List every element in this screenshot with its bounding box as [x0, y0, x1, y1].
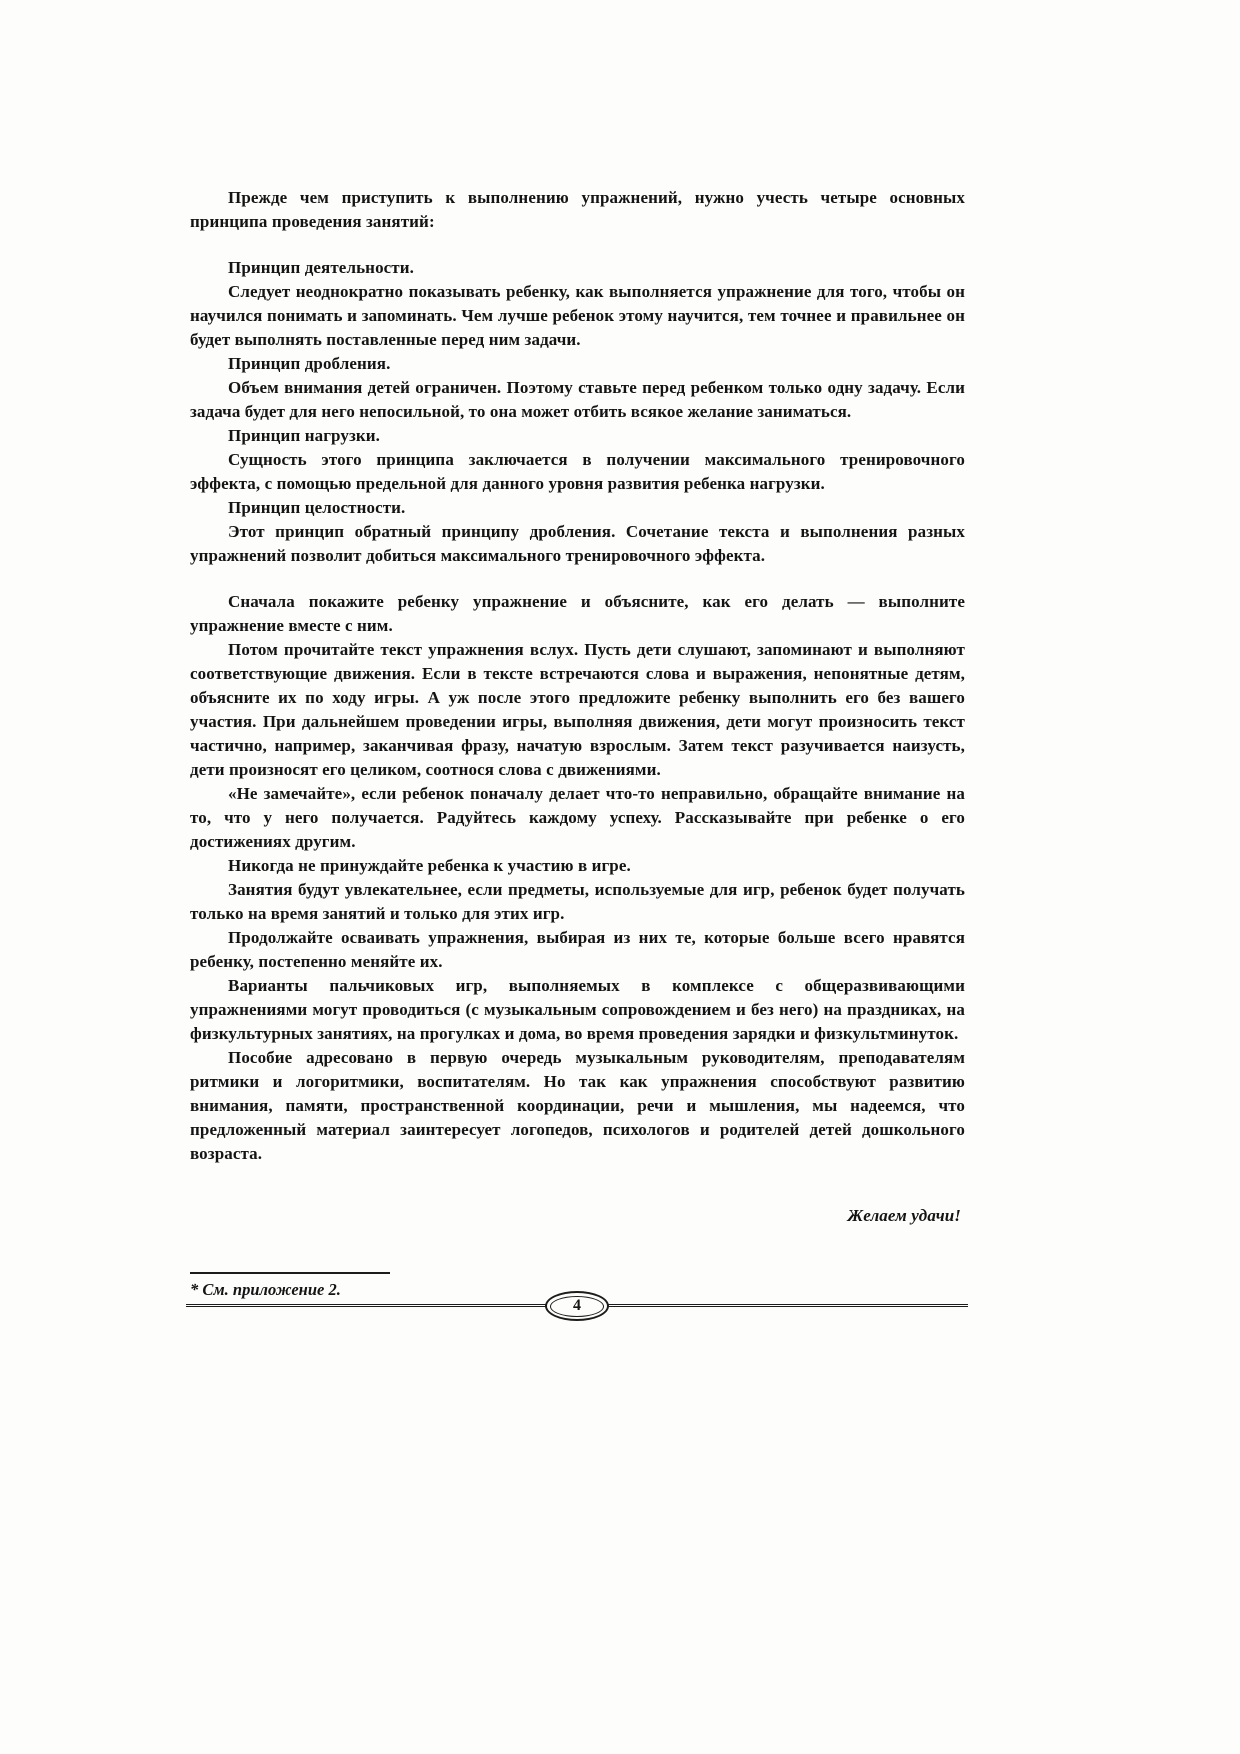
paragraph: Пособие адресовано в первую очередь музыкальным руководителям, преподавателям ритмики и логоритмики, воспитателям. Но так как упражнения способствуют развитию внимания, памяти, пространственной координации, речи и мышления, мы надеемся, что предложенный материал заинтересует логопедов, психологов и родителей детей дошкольного возраста. [190, 1048, 965, 1163]
footnote-divider [190, 1272, 390, 1274]
paragraph: Продолжайте осваивать упражнения, выбирая из них те, которые больше всего нравятся ребенку, постепенно меняйте их. [190, 928, 965, 971]
footnote-text: * См. приложение 2. [190, 1280, 341, 1299]
paragraph: Варианты пальчиковых игр, выполняемых в комплексе с общеразвивающими упражнениями могут проводиться (с музыкальным сопровождением и без него) на праздниках, на физкультурных занятиях, на прогулках и дома, во время проведения зарядки и физкультминуток. [190, 976, 965, 1043]
paragraph: Сначала покажите ребенку упражнение и объясните, как его делать — выполните упражнение вместе с ним. [190, 592, 965, 635]
paragraph: «Не замечайте», если ребенок поначалу делает что-то неправильно, обращайте внимание на то, что у него получается. Радуйтесь каждому успеху. Рассказывайте при ребенке о его достижениях другим. [190, 784, 965, 851]
signature-text: Желаем удачи! [847, 1206, 961, 1225]
paragraph: Объем внимания детей ограничен. Поэтому ставьте перед ребенком только одну задачу. Если задача будет для него непосильной, то она может отбить всякое желание заниматься. [190, 378, 965, 421]
section-heading-load: Принцип нагрузки. [228, 426, 381, 445]
page-number: 4 [550, 1296, 604, 1317]
page-number-badge [545, 1291, 609, 1321]
text-block [190, 186, 965, 1228]
paragraph: Следует неоднократно показывать ребенку, как выполняется упражнение для того, чтобы он научился понимать и запоминать. Чем лучше ребенок этому научится, тем точнее и правильнее он будет выполнять поставленные перед ним задачи. [190, 282, 965, 349]
section-heading-integrity: Принцип целостности. [228, 498, 406, 517]
paragraph: Никогда не принуждайте ребенка к участию в игре. [228, 856, 631, 875]
paragraph: Занятия будут увлекательнее, если предметы, используемые для игр, ребенок будет получать только на время занятий и только для этих игр. [190, 880, 965, 923]
paragraph: Потом прочитайте текст упражнения вслух. Пусть дети слушают, запоминают и выполняют соответствующие движения. Если в тексте встречаются слова и выражения, непонятные детям, объясните их по ходу игры. А уж после этого предложите ребенку выполнить его без вашего участия. При дальнейшем проведении игры, выполняя движения, дети могут произносить текст частично, например, заканчивая фразу, начатую взрослым. Затем текст разучивается наизусть, дети произносят его целиком, соотнося слова с движениями. [190, 640, 965, 779]
section-heading-activity: Принцип деятельности. [228, 258, 415, 277]
paragraph: Этот принцип обратный принципу дробления. Сочетание текста и выполнения разных упражнений позволит добиться максимального тренировочного эффекта. [190, 522, 965, 565]
paragraph-intro: Прежде чем приступить к выполнению упражнений, нужно учесть четыре основных принципа проведения занятий: [190, 188, 965, 231]
footer-divider [186, 1297, 968, 1314]
section-heading-division: Принцип дробления. [228, 354, 391, 373]
paragraph: Сущность этого принципа заключается в получении максимального тренировочного эффекта, с помощью предельной для данного уровня развития ребенка нагрузки. [190, 450, 965, 493]
